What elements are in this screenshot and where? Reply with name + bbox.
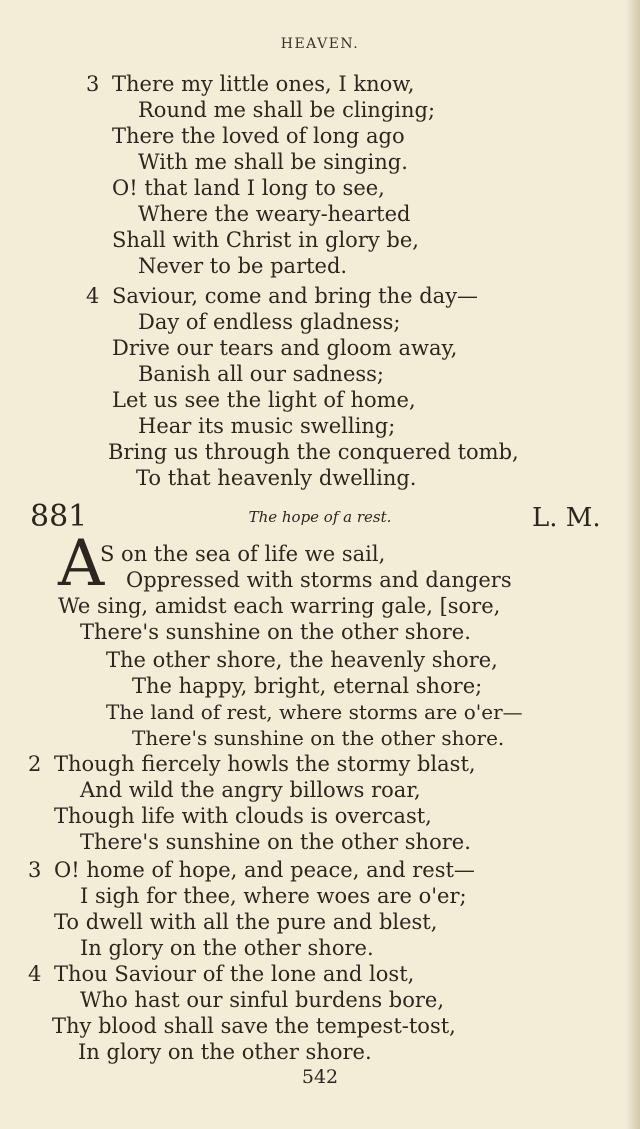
verse-number: 2 — [28, 752, 42, 776]
hymn-meter: L. M. — [532, 503, 601, 533]
verse-line: And wild the angry billows roar, — [80, 778, 421, 802]
verse-line: I sigh for thee, where woes are o'er; — [80, 884, 467, 908]
verse-line: There's sunshine on the other shore. — [80, 620, 471, 644]
verse-line: Thou Saviour of the lone and lost, — [54, 962, 415, 986]
verse-line: Though fiercely howls the stormy blast, — [54, 752, 476, 776]
verse-line: Banish all our sadness; — [138, 362, 385, 386]
running-head: HEAVEN. — [280, 36, 360, 52]
verse-line: Drive our tears and gloom away, — [112, 336, 458, 360]
verse-line: Let us see the light of home, — [112, 388, 416, 412]
verse-line: The other shore, the heavenly shore, — [106, 648, 498, 672]
verse-line: Hear its music swelling; — [138, 414, 396, 438]
verse-line: Where the weary-hearted — [138, 202, 411, 226]
verse-line: O! home of hope, and peace, and rest— — [54, 858, 475, 882]
verse-line: Though life with clouds is overcast, — [54, 804, 432, 828]
verse-line: Day of endless gladness; — [138, 310, 401, 334]
verse-line: O! that land I long to see, — [112, 176, 385, 200]
verse-line: There my little ones, I know, — [112, 72, 415, 96]
verse-line: Thy blood shall save the tempest-tost, — [52, 1014, 456, 1038]
verse-line: The happy, bright, eternal shore; — [132, 674, 483, 698]
verse-number: 4 — [28, 962, 42, 986]
verse-number: 3 — [28, 858, 42, 882]
verse-line: Never to be parted. — [138, 254, 348, 278]
hymn-title: The hope of a rest. — [248, 508, 392, 526]
verse-line: To that heavenly dwelling. — [136, 466, 417, 490]
verse-line: Who hast our sinful burdens bore, — [80, 988, 445, 1012]
verse-number: 4 — [86, 284, 100, 308]
verse-line: With me shall be singing. — [138, 150, 408, 174]
drop-cap: A — [58, 527, 105, 601]
verse-line: To dwell with all the pure and blest, — [54, 910, 438, 934]
verse-line: Oppressed with storms and dangers — [126, 568, 512, 592]
verse-line: Saviour, come and bring the day— — [112, 284, 479, 308]
verse-line: Round me shall be clinging; — [138, 98, 436, 122]
verse-line: There's sunshine on the other shore. — [132, 726, 505, 750]
verse-line: In glory on the other shore. — [78, 1040, 372, 1064]
verse-line: The land of rest, where storms are o'er— — [106, 700, 523, 724]
page-gutter-shadow — [626, 0, 640, 1129]
verse-line: Shall with Christ in glory be, — [112, 228, 419, 252]
verse-line: We sing, amidst each warring gale, [sore, — [58, 594, 501, 618]
verse-line: There's sunshine on the other shore. — [80, 830, 471, 854]
verse-line: Bring us through the conquered tomb, — [108, 440, 519, 464]
verse-line: There the loved of long ago — [112, 124, 405, 148]
page-number: 542 — [301, 1066, 339, 1088]
verse-line: In glory on the other shore. — [80, 936, 374, 960]
verse-number: 3 — [86, 72, 100, 96]
hymn-number: 881 — [30, 499, 88, 534]
verse-line: S on the sea of life we sail, — [100, 542, 386, 566]
